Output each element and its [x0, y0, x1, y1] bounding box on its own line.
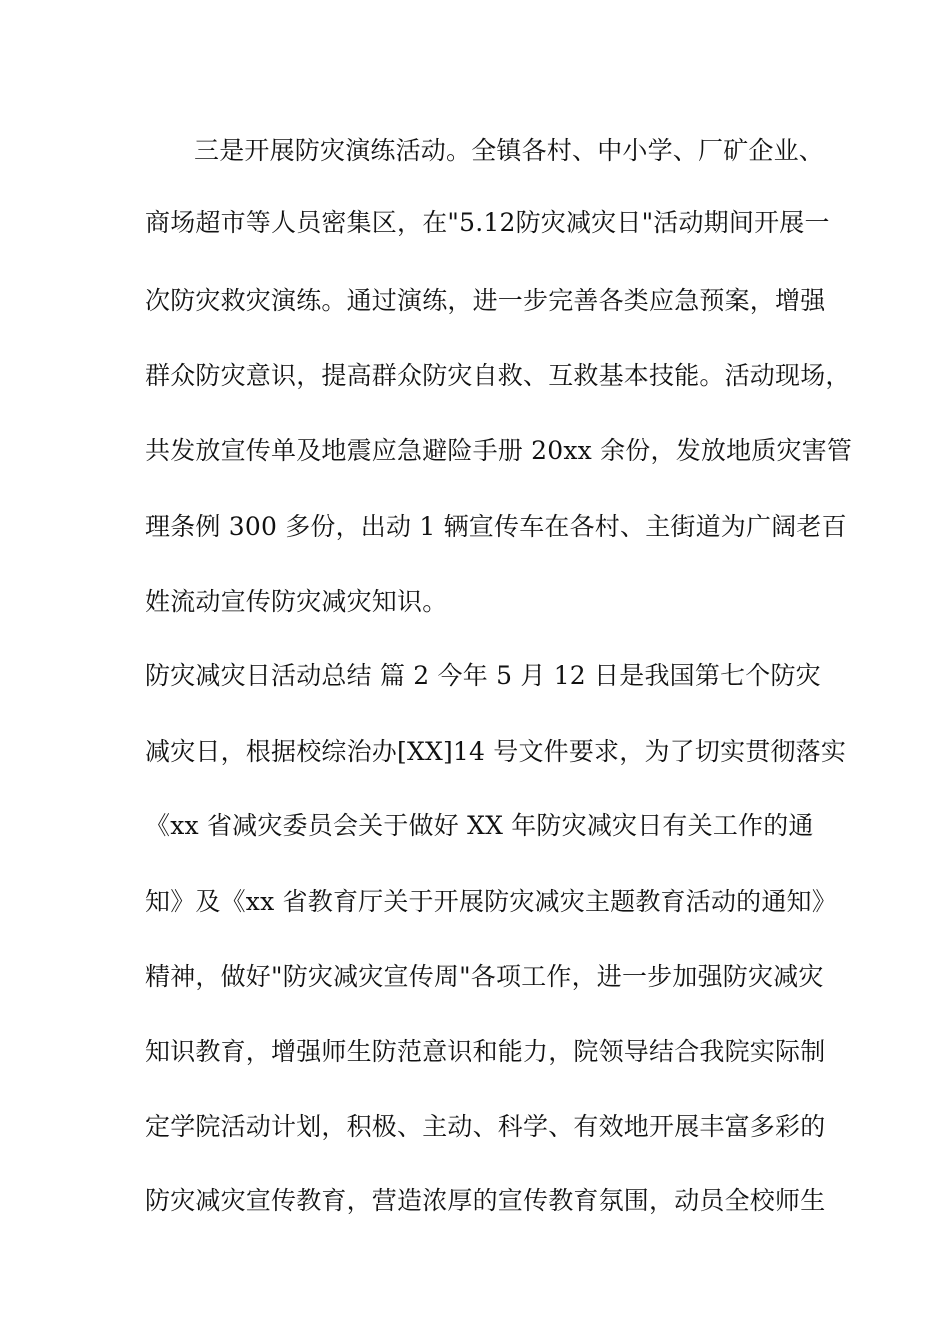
text-line-3: 次防灾救灾演练。通过演练，进一步完善各类应急预案，增强: [145, 286, 826, 315]
text-line-1: 三是开展防灾演练活动。全镇各村、中小学、厂矿企业、: [194, 136, 825, 165]
text-line-6: 理条例 300 多份，出动 1 辆宣传车在各村、主街道为广阔老百: [145, 512, 847, 541]
text-line-5: 共发放宣传单及地震应急避险手册 20xx 余份，发放地质灾害管: [145, 436, 853, 465]
text-line-14: 定学院活动计划，积极、主动、科学、有效地开展丰富多彩的: [145, 1112, 826, 1141]
section-heading-line: 防灾减灾日活动总结 篇 2 今年 5 月 12 日是我国第七个防灾: [145, 661, 821, 690]
text-line-10: 《xx 省减灾委员会关于做好 XX 年防灾减灾日有关工作的通: [145, 811, 814, 840]
text-line-7: 姓流动宣传防灾减灾知识。: [145, 587, 448, 616]
text-line-12: 精神，做好"防灾减灾宣传周"各项工作，进一步加强防灾减灾: [145, 962, 824, 991]
text-line-13: 知识教育，增强师生防范意识和能力，院领导结合我院实际制: [145, 1037, 826, 1066]
text-line-9: 减灾日，根据校综治办[XX]14 号文件要求，为了切实贯彻落实: [145, 737, 847, 766]
text-line-11: 知》及《xx 省教育厅关于开展防灾减灾主题教育活动的通知》: [145, 887, 837, 916]
text-line-15: 防灾减灾宣传教育，营造浓厚的宣传教育氛围，动员全校师生: [145, 1186, 826, 1215]
text-line-2: 商场超市等人员密集区，在"5.12防灾减灾日"活动期间开展一: [145, 208, 830, 237]
text-line-4: 群众防灾意识，提高群众防灾自救、互救基本技能。活动现场，: [145, 361, 851, 390]
